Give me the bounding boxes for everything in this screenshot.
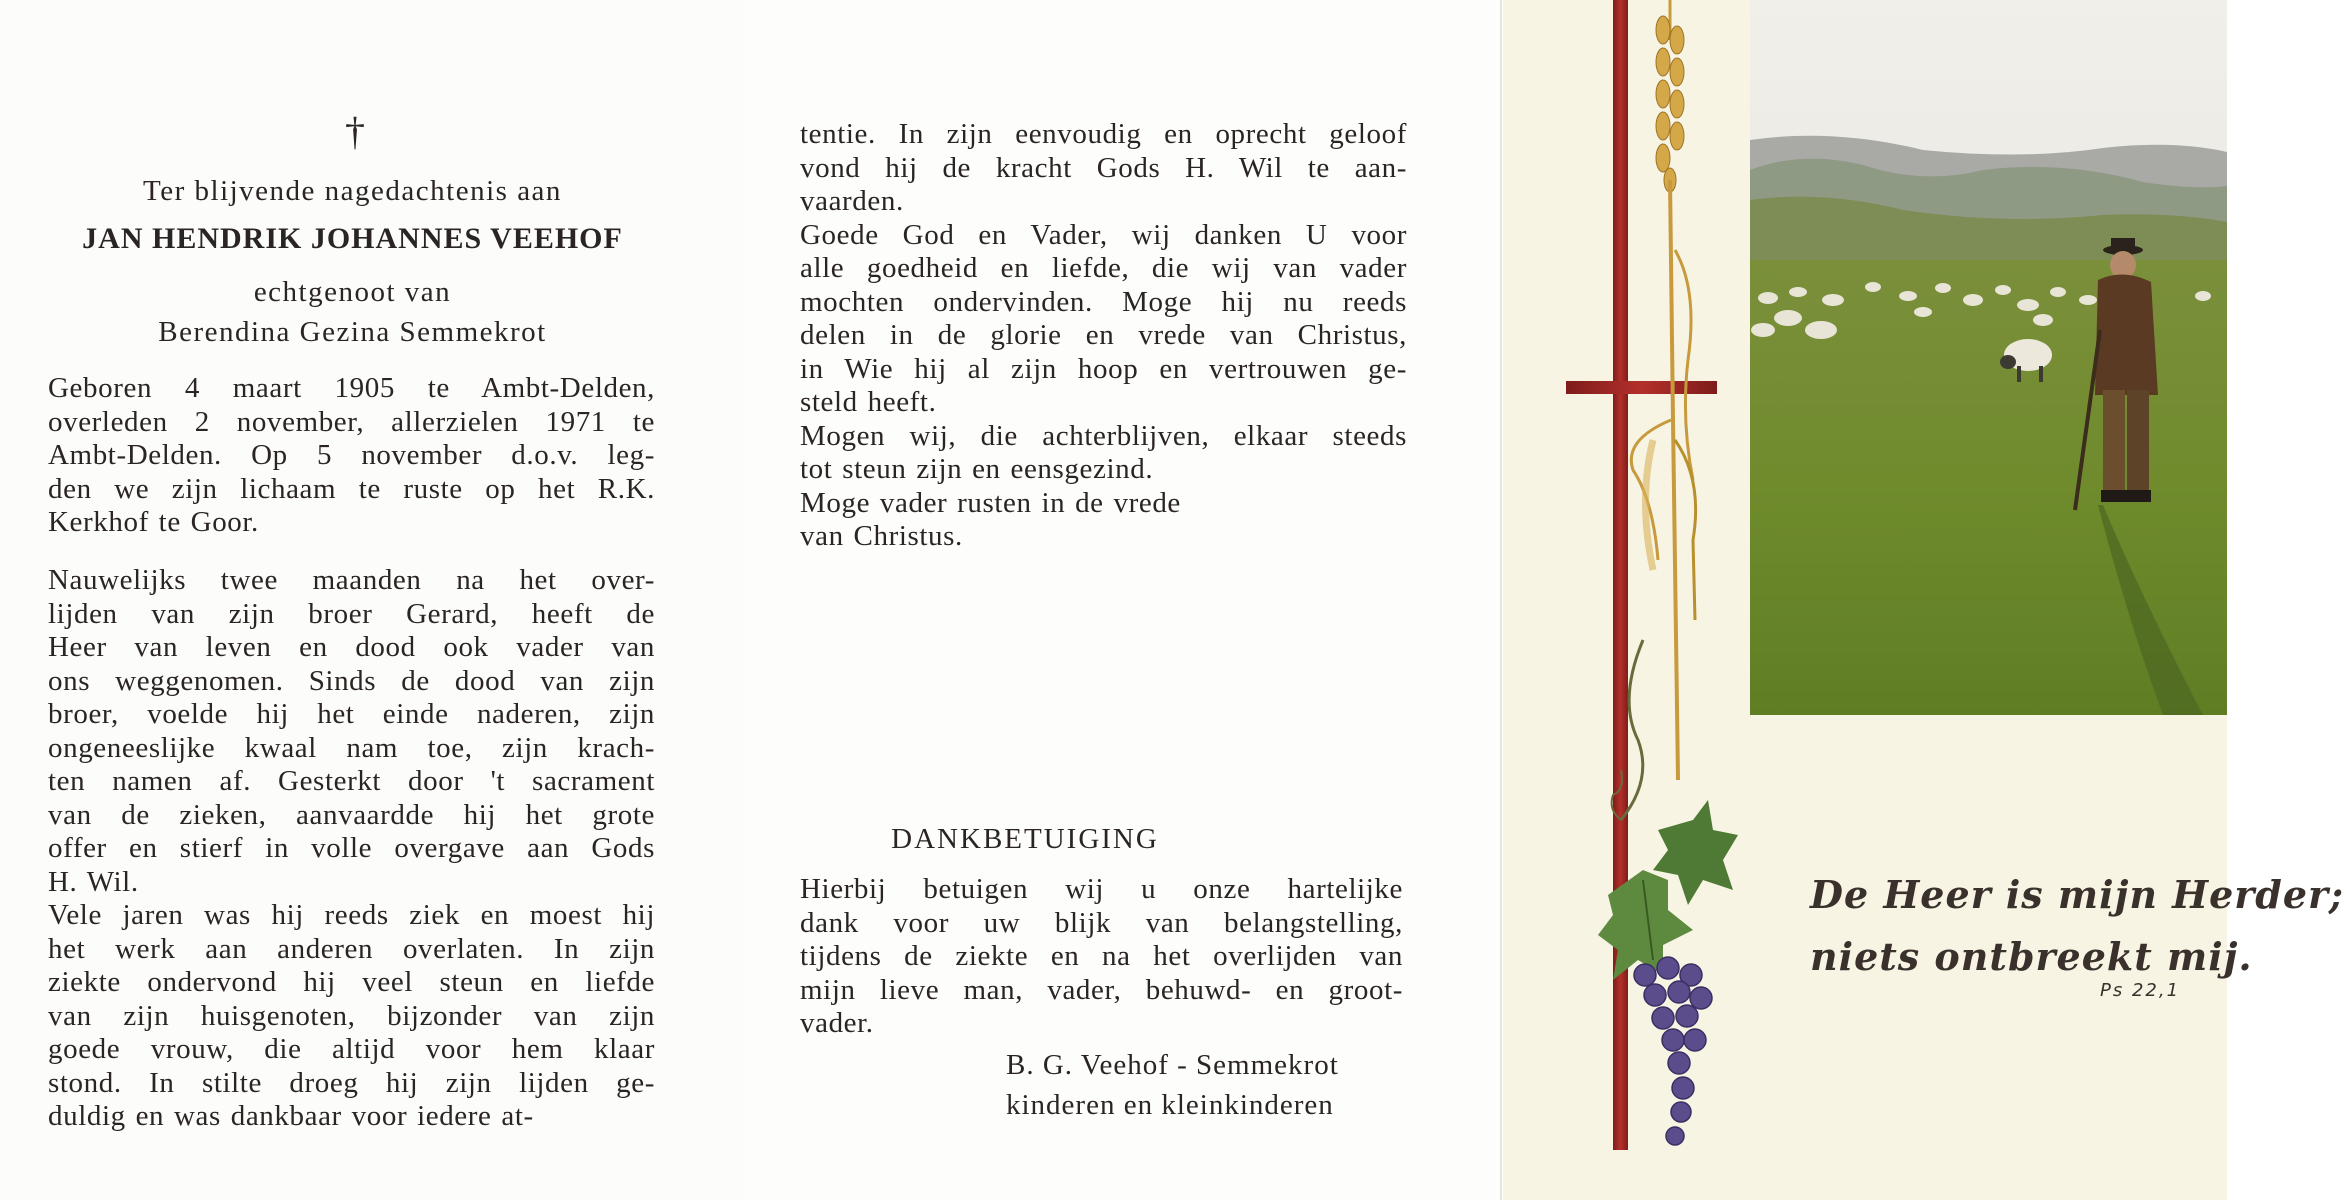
text-line: stond. In stilte droeg hij zijn lijden ge- [48, 1066, 655, 1099]
cross-symbol: † [345, 109, 365, 154]
text-line: van de zieken, aanvaardde hij het grote [48, 798, 655, 831]
text-line: goede vrouw, die altijd voor hem klaar [48, 1033, 655, 1065]
text-line: dank voor uw blijk van belangstelling, [800, 906, 1403, 939]
text-line: vaarden. [800, 185, 904, 217]
text-line: ten namen af. Gesterkt door 't sacrament [48, 765, 655, 797]
intro-line: Ter blijvende nagedachtenis aan [143, 175, 562, 207]
text-line: Ambt-Delden. Op 5 november d.o.v. leg- [48, 439, 655, 471]
text-line: delen in de glorie en vrede van Christus, [800, 319, 1407, 351]
text-line: Moge vader rusten in de vrede [800, 486, 1181, 519]
text-line: tentie. In zijn eenvoudig en oprecht geloof [800, 118, 1407, 150]
text-line: tijdens de ziekte en na het overlijden van [800, 940, 1403, 972]
text-line: lijden van zijn broer Gerard, heeft de [48, 597, 655, 630]
biography-paragraph [48, 564, 655, 1134]
text-line: steld heeft. [800, 386, 937, 418]
text-line: Mogen wij, die achterblijven, elkaar steeds [800, 419, 1407, 452]
text-line: offer en stierf in volle overgave aan Gods [48, 832, 655, 864]
birth-death-paragraph [48, 372, 655, 540]
text-line: Geboren 4 maart 1905 te Ambt-Delden, [48, 372, 655, 404]
text-line: den we zijn lichaam te ruste op het R.K. [48, 472, 655, 505]
text-line: Heer van leven en dood ook vader van [48, 631, 655, 663]
text-line: vond hij de kracht Gods H. Wil te aan- [800, 151, 1407, 184]
text-line: H. Wil. [48, 865, 139, 898]
text-line: ongeneeslijke kwaal nam toe, zijn krach- [48, 731, 655, 764]
text-line: Nauwelijks twee maanden na het over- [48, 564, 655, 596]
thanks-heading: DANKBETUIGING [891, 823, 1159, 855]
signature-family: kinderen en kleinkinderen [1006, 1089, 1334, 1121]
text-line: in Wie hij al zijn hoop en vertrouwen ge- [800, 352, 1407, 385]
text-line: het werk aan anderen overlaten. In zijn [48, 932, 655, 965]
spouse-name: Berendina Gezina Semmekrot [158, 316, 547, 348]
text-line: alle goedheid en liefde, die wij van vader [800, 252, 1407, 284]
verse-line-1: De Heer is mijn Herder; [1810, 872, 2344, 917]
spouse-label: echtgenoot van [253, 276, 452, 308]
text-line: ziekte ondervond hij veel steun en liefde [48, 966, 655, 998]
text-line: vader. [800, 1007, 874, 1039]
text-line: Goede God en Vader, wij danken U voor [800, 218, 1407, 251]
verse-line-2: niets ontbreekt mij. [1810, 934, 2253, 979]
verse-reference: Ps 22,1 [2100, 980, 2181, 1001]
text-line: mochten ondervinden. Moge hij nu reeds [800, 285, 1407, 318]
text-line: ons weggenomen. Sinds de dood van zijn [48, 664, 655, 697]
thanks-paragraph [800, 873, 1403, 1041]
text-line: van Christus. [800, 520, 963, 552]
text-line: overleden 2 november, allerzielen 1971 te [48, 405, 655, 438]
text-line: tot steun zijn en eensgezind. [800, 453, 1154, 485]
text-line: van zijn huisgenoten, bijzonder van zijn [48, 999, 655, 1032]
text-line: Kerkhof te Goor. [48, 506, 259, 538]
illustration [1503, 0, 2344, 1200]
continuation-paragraph [800, 118, 1407, 554]
signature-spouse: B. G. Veehof - Semmekrot [1006, 1049, 1339, 1081]
text-line: broer, voelde hij het einde naderen, zijn [48, 698, 655, 730]
text-line: duldig en was dankbaar voor iedere at- [48, 1100, 534, 1132]
fold-edge [1500, 0, 1502, 1200]
text-line: mijn lieve man, vader, behuwd- en groot- [800, 973, 1403, 1006]
shepherd-photo [1750, 0, 2227, 715]
text-line: Hierbij betuigen wij u onze hartelijke [800, 873, 1403, 905]
text-line: Vele jaren was hij reeds ziek en moest hij [48, 899, 655, 931]
deceased-name: JAN HENDRIK JOHANNES VEEHOF [82, 222, 623, 255]
